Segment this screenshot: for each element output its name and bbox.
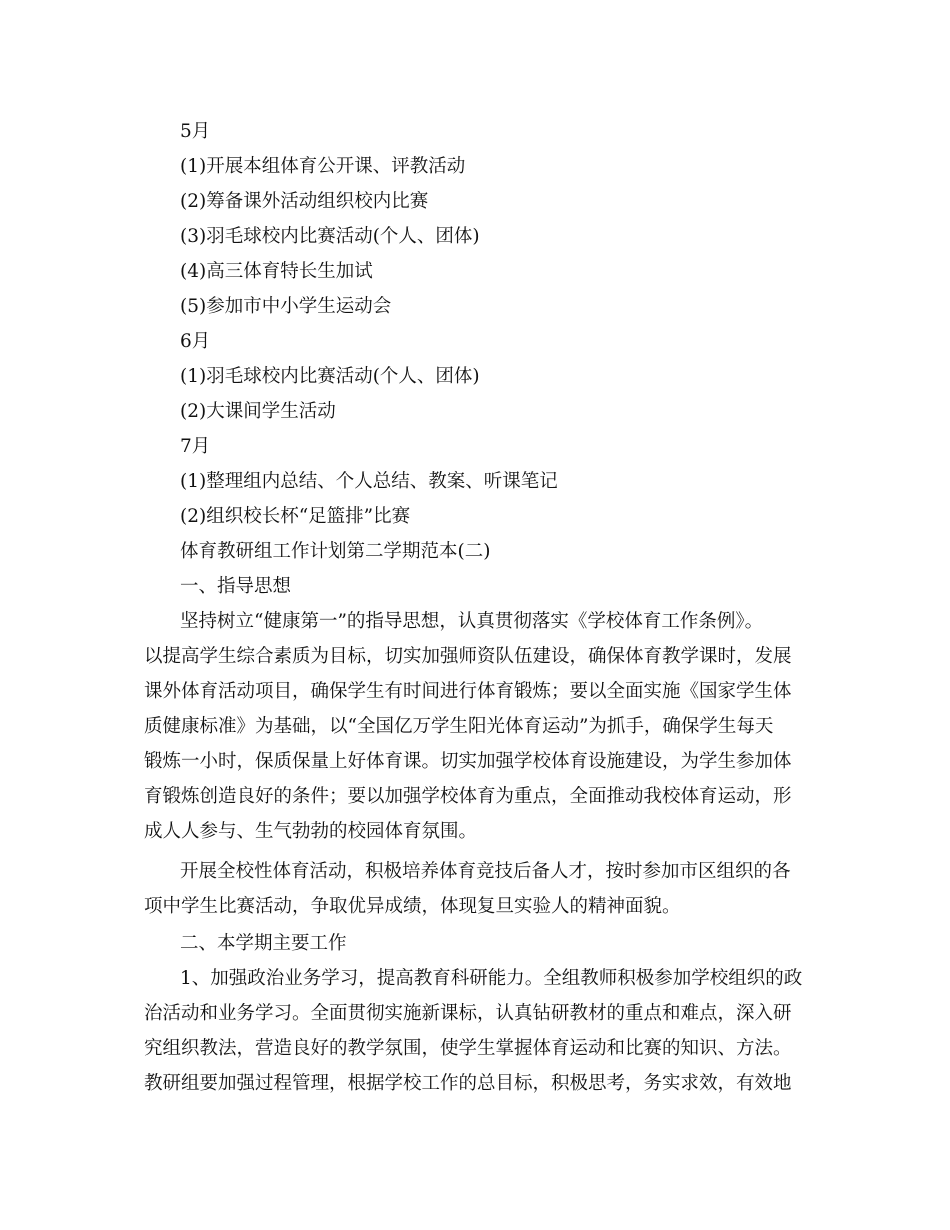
paragraph-line: 锻炼一小时，保质保量上好体育课。切实加强学校体育设施建设，为学生参加体	[144, 751, 792, 772]
paragraph-line: 以提高学生综合素质为目标，切实加强师资队伍建设，确保体育教学课时，发展	[144, 646, 792, 667]
month-heading-july: 7月	[180, 436, 211, 457]
paragraph-line: 究组织教法，营造良好的教学氛围，使学生掌握体育运动和比赛的知识、方法。	[144, 1038, 792, 1059]
section-heading: 一、指导思想	[180, 576, 292, 597]
paragraph-line: 治活动和业务学习。全面贯彻实施新课标，认真钻研教材的重点和难点，深入研	[144, 1003, 792, 1024]
paragraph-line: 开展全校性体育活动，积极培养体育竞技后备人才，按时参加市区组织的各	[180, 861, 791, 882]
paragraph-line: 质健康标准》为基础，以“全国亿万学生阳光体育运动”为抓手，确保学生每天	[144, 716, 774, 737]
paragraph-line: 课外体育活动项目，确保学生有时间进行体育锻炼；要以全面实施《国家学生体	[144, 681, 792, 702]
list-item: (3)羽毛球校内比赛活动(个人、团体)	[180, 226, 480, 247]
paragraph-line: 育锻炼创造良好的条件；要以加强学校体育为重点，全面推动我校体育运动，形	[144, 786, 792, 807]
paragraph-line: 1、加强政治业务学习，提高教育科研能力。全组教师积极参加学校组织的政	[180, 968, 803, 989]
paragraph-line: 坚持树立“健康第一”的指导思想，认真贯彻落实《学校体育工作条例》。	[180, 611, 764, 632]
month-heading-may: 5月	[180, 121, 211, 142]
paragraph-line: 教研组要加强过程管理，根据学校工作的总目标，积极思考，务实求效，有效地	[144, 1073, 792, 1094]
list-item: (4)高三体育特长生加试	[180, 261, 373, 282]
document-title: 体育教研组工作计划第二学期范本(二)	[180, 541, 491, 562]
list-item: (1)开展本组体育公开课、评教活动	[180, 156, 466, 177]
paragraph-line: 项中学生比赛活动，争取优异成绩，体现复旦实验人的精神面貌。	[144, 896, 681, 917]
list-item: (1)整理组内总结、个人总结、教案、听课笔记	[180, 471, 558, 492]
month-heading-june: 6月	[180, 331, 211, 352]
paragraph-line: 成人人参与、生气勃勃的校园体育氛围。	[144, 821, 478, 842]
list-item: (5)参加市中小学生运动会	[180, 296, 392, 317]
list-item: (2)组织校长杯“足篮排”比赛	[180, 506, 411, 527]
list-item: (2)筹备课外活动组织校内比赛	[180, 191, 429, 212]
section-heading: 二、本学期主要工作	[180, 933, 347, 954]
list-item: (1)羽毛球校内比赛活动(个人、团体)	[180, 366, 480, 387]
list-item: (2)大课间学生活动	[180, 401, 336, 422]
